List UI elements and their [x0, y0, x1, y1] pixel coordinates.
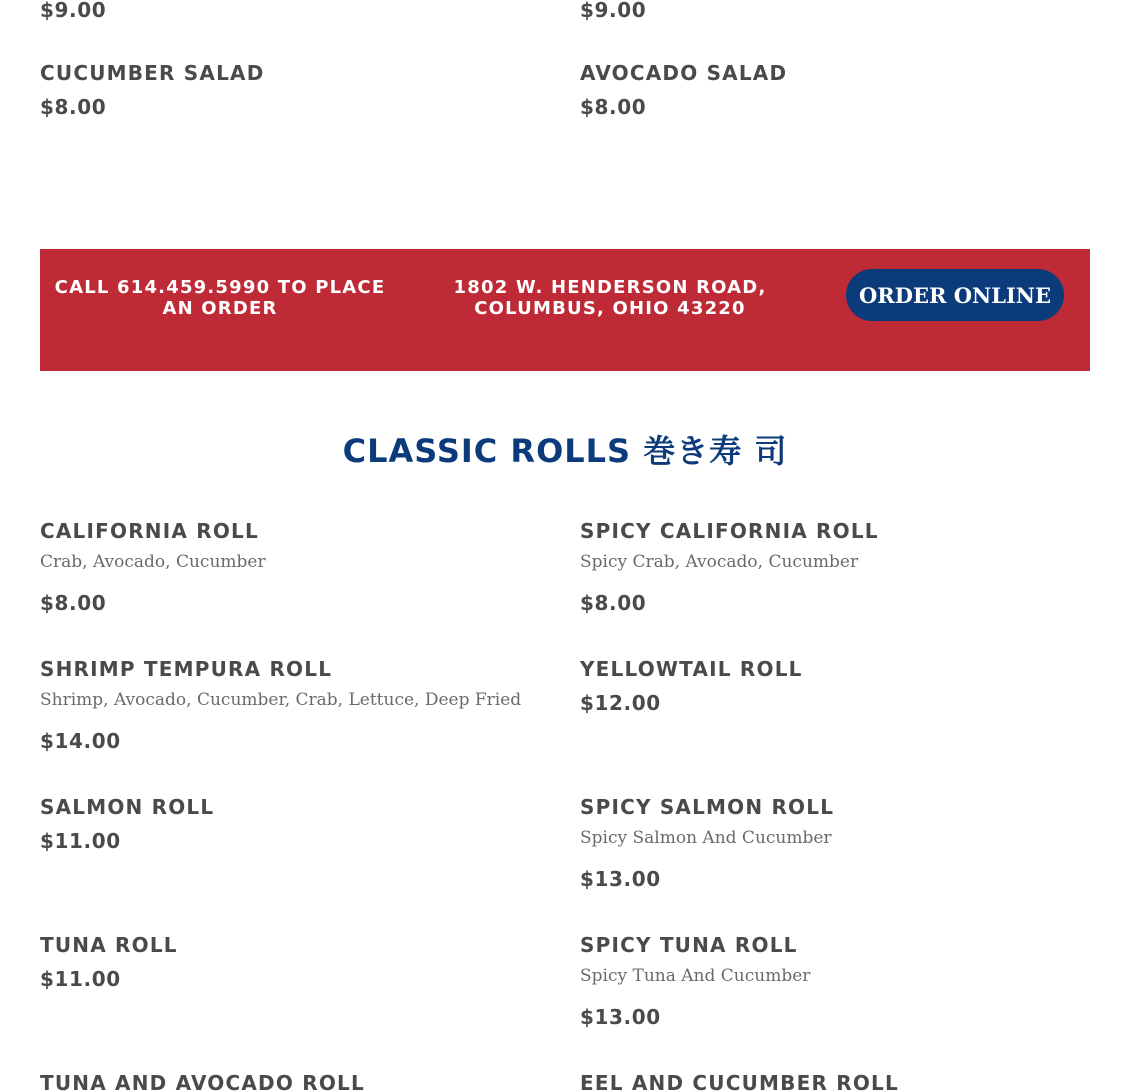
- menu-item-price: $13.00: [580, 1005, 661, 1029]
- menu-item: [580, 795, 1100, 891]
- menu-item-description: Shrimp, Avocado, Cucumber, Crab, Lettuce, Deep Fried: [40, 690, 522, 710]
- menu-item-name: SPICY SALMON ROLL: [580, 795, 835, 819]
- menu-item-description: Spicy Tuna And Cucumber: [580, 966, 811, 986]
- section-title-japanese: 巻き寿 司: [643, 432, 788, 470]
- menu-item-price: $13.00: [580, 867, 661, 891]
- menu-item-name: SPICY CALIFORNIA ROLL: [580, 519, 879, 543]
- menu-item: [580, 657, 1100, 715]
- menu-item: [580, 1071, 1100, 1092]
- menu-item-price: $8.00: [580, 95, 647, 119]
- menu-item: [40, 1071, 560, 1092]
- order-banner: [40, 249, 1090, 371]
- menu-item-description: Spicy Crab, Avocado, Cucumber: [580, 552, 859, 572]
- menu-item-name: EEL AND CUCUMBER ROLL: [580, 1071, 899, 1092]
- menu-item-price: $14.00: [40, 729, 121, 753]
- menu-item: [580, 61, 1100, 119]
- menu-item-name: SALMON ROLL: [40, 795, 215, 819]
- menu-item-price: $9.00: [40, 0, 107, 22]
- menu-item: [40, 657, 560, 753]
- menu-item-name: SHRIMP TEMPURA ROLL: [40, 657, 333, 681]
- menu-item: [40, 519, 560, 615]
- menu-item-name: YELLOWTAIL ROLL: [580, 657, 803, 681]
- menu-item-name: CUCUMBER SALAD: [40, 61, 265, 85]
- menu-item-price: $12.00: [580, 691, 661, 715]
- menu-item-description: Crab, Avocado, Cucumber: [40, 552, 266, 572]
- menu-item-price: $9.00: [580, 0, 647, 22]
- menu-item-name: SPICY TUNA ROLL: [580, 933, 798, 957]
- order-online-button[interactable]: ORDER ONLINE: [846, 269, 1064, 321]
- menu-item-price: $11.00: [40, 829, 121, 853]
- section-title-text: CLASSIC ROLLS: [342, 432, 632, 470]
- menu-item: [40, 61, 560, 119]
- call-to-order-text: CALL 614.459.5990 TO PLACE AN ORDER: [54, 277, 386, 319]
- menu-item: [580, 933, 1100, 1029]
- menu-item-price: $8.00: [40, 591, 107, 615]
- menu-item-price: $8.00: [580, 591, 647, 615]
- menu-item-description: Spicy Salmon And Cucumber: [580, 828, 832, 848]
- menu-item-name: CALIFORNIA ROLL: [40, 519, 259, 543]
- menu-item-name: TUNA ROLL: [40, 933, 178, 957]
- menu-item: [40, 933, 560, 991]
- section-title: [0, 430, 1130, 472]
- menu-item-name: AVOCADO SALAD: [580, 61, 788, 85]
- menu-item: [580, 519, 1100, 615]
- menu-item: [40, 795, 560, 853]
- menu-item-price: $11.00: [40, 967, 121, 991]
- menu-item-name: TUNA AND AVOCADO ROLL: [40, 1071, 365, 1092]
- restaurant-address: 1802 W. HENDERSON ROAD, COLUMBUS, OHIO 43220: [453, 277, 767, 319]
- menu-item-price: $8.00: [40, 95, 107, 119]
